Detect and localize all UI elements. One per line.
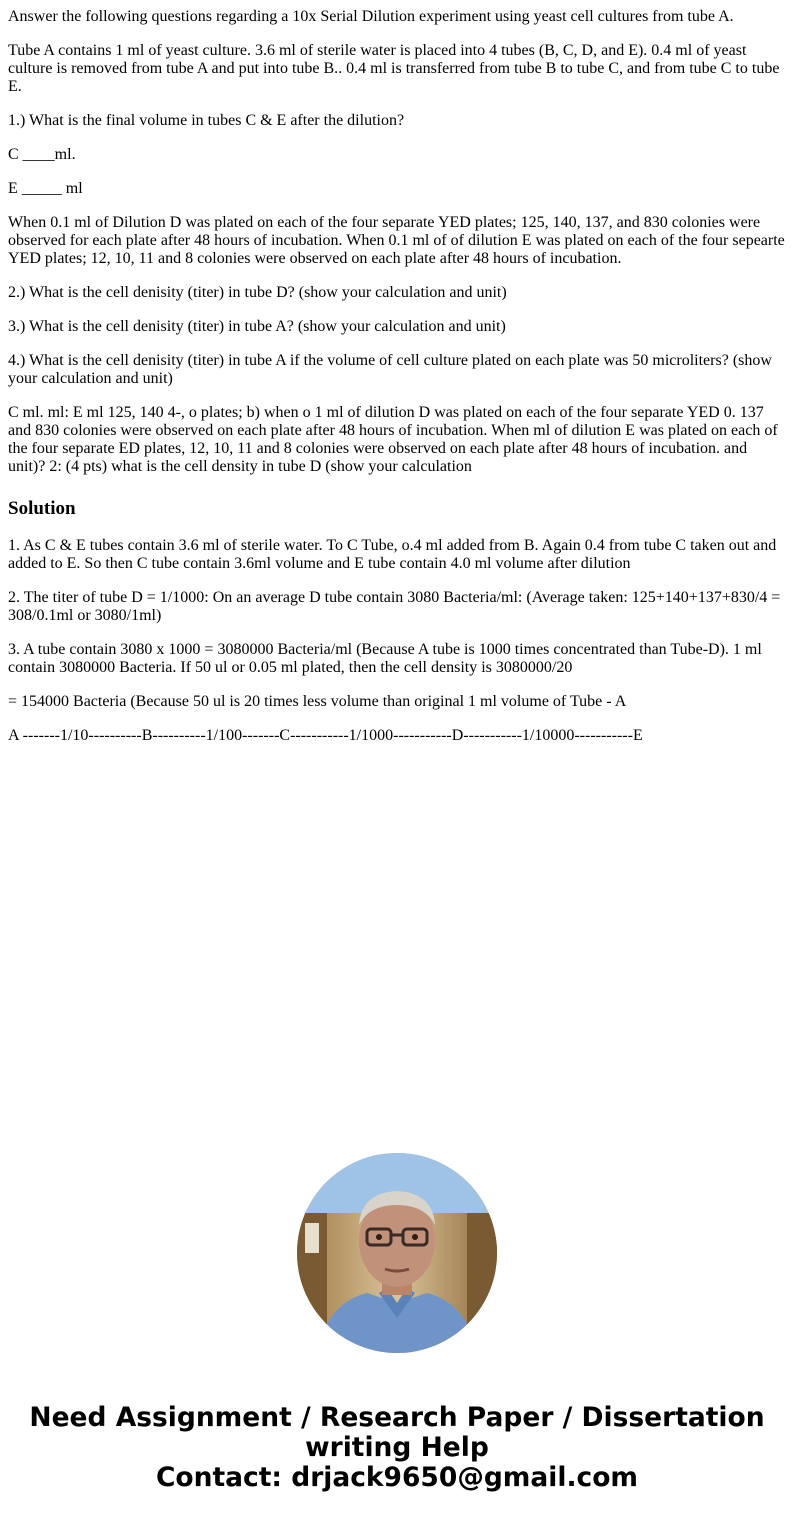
author-portrait-image bbox=[297, 1153, 497, 1353]
setup-paragraph: Tube A contains 1 ml of yeast culture. 3.6 ml of sterile water is placed into 4 tubes (B, C, D, and E). 0.4 ml of yeast culture is removed from tube A and put into tube B.. 0.4 ml is transferred from tube B to tube C, and from tube C to tube E. bbox=[8, 42, 780, 95]
question-1: 1.) What is the final volume in tubes C & E after the dilution? bbox=[8, 112, 405, 129]
promo-line-1: Need Assignment / Research Paper / Dissertation bbox=[29, 1402, 765, 1433]
intro-paragraph: Answer the following questions regarding a 10x Serial Dilution experiment using yeast cell cultures from tube A. bbox=[8, 8, 734, 25]
solution-heading: Solution bbox=[8, 498, 76, 519]
solution-answer-2: 2. The titer of tube D = 1/1000: On an average D tube contain 3080 Bacteria/ml: (Average taken: 125+140+137+830/4 = 308/0.1ml or 3080/1ml) bbox=[8, 589, 781, 624]
plating-paragraph: When 0.1 ml of Dilution D was plated on each of the four separate YED plates; 125, 140, 137, and 830 colonies were observed for each plate after 48 hours of incubation. When 0.1 ml of of dilution E was plated on each of the four sepearte YED plates; 12, 10, 11 and 8 colonies were observed on each plate after 48 hours of incubation. bbox=[8, 214, 785, 267]
solution-answer-3: 3. A tube contain 3080 x 1000 = 3080000 Bacteria/ml (Because A tube is 1000 times concentrated than Tube-D). 1 ml contain 3080000 Bacteria. If 50 ul or 0.05 ml plated, then the cell density is 3080000/20 bbox=[8, 641, 762, 676]
ocr-text-paragraph: C ml. ml: E ml 125, 140 4-, o plates; b) when o 1 ml of dilution D was plated on each of the four separate YED 0. 137 and 830 colonies were observed on each plate after 48 hours of incubation. When ml of dilution E was plated on each of the four separate ED plates, 12, 10, 11 and 8 colonies were observed on each plate after 48 hours of incubation. and unit)? 2: (4 pts) what is the cell density in tube D (show your calculation bbox=[8, 404, 778, 475]
dilution-chain: A -------1/10----------B----------1/100-------C-----------1/1000-----------D-----------1/10000-----------E bbox=[8, 727, 643, 744]
question-4: 4.) What is the cell denisity (titer) in tube A if the volume of cell culture plated on each plate was 50 microliters? (show your calculation and unit) bbox=[8, 352, 772, 387]
promo-line-2: writing Help bbox=[305, 1432, 489, 1463]
solution-answer-1: 1. As C & E tubes contain 3.6 ml of sterile water. To C Tube, o.4 ml added from B. Again 0.4 from tube C taken out and added to E. So then C tube contain 3.6ml volume and E tube contain 4.0 ml volume after dilution bbox=[8, 537, 777, 572]
promo-contact: Contact: drjack9650@gmail.com bbox=[155, 1462, 639, 1493]
promo-footer bbox=[0, 1403, 794, 1493]
document-body bbox=[8, 8, 786, 761]
question-2: 2.) What is the cell denisity (titer) in tube D? (show your calculation and unit) bbox=[8, 284, 507, 301]
answer-blank-c: C ____ml. bbox=[8, 146, 76, 163]
answer-blank-e: E _____ ml bbox=[8, 180, 83, 197]
author-avatar bbox=[297, 1153, 497, 1353]
question-3: 3.) What is the cell denisity (titer) in tube A? (show your calculation and unit) bbox=[8, 318, 506, 335]
solution-answer-3-result: = 154000 Bacteria (Because 50 ul is 20 times less volume than original 1 ml volume of Tube - A bbox=[8, 693, 627, 710]
